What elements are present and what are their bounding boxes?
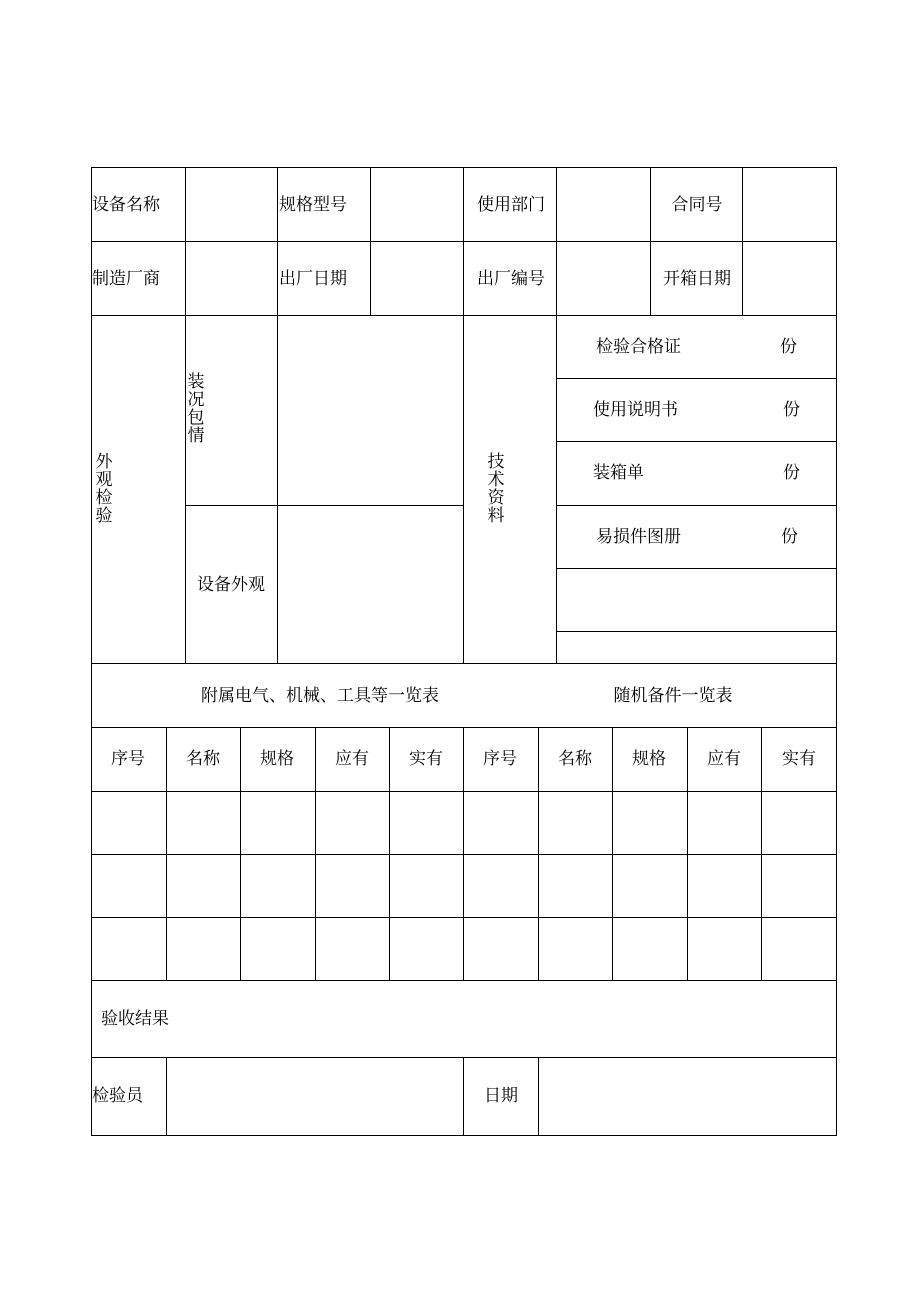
column-header: 名称: [186, 749, 220, 768]
device-look-label: 设备外观: [197, 575, 265, 594]
inspector-label: 检验员: [92, 1086, 143, 1105]
col-line: [370, 167, 371, 315]
unpacking-date-label: 开箱日期: [663, 269, 731, 288]
use-dept-label: 使用部门: [477, 195, 545, 214]
row-line: [556, 568, 837, 569]
factory-date-label: 出厂日期: [279, 269, 347, 288]
factory-no-label: 出厂编号: [477, 269, 545, 288]
col-line: [556, 167, 557, 663]
spec-model-label: 规格型号: [279, 195, 347, 214]
tech-doc-name: 检验合格证: [596, 337, 681, 356]
spare-parts-list-title: 随机备件一览表: [613, 686, 733, 705]
col-line: [315, 727, 316, 980]
col-line: [463, 727, 464, 980]
row-line: [91, 791, 837, 792]
col-line: [240, 727, 241, 980]
row-line: [185, 505, 463, 506]
tech-doc-unit: 份: [783, 400, 800, 419]
contract-no-label: 合同号: [671, 195, 723, 214]
accessory-list-title: 附属电气、机械、工具等一览表: [201, 686, 439, 705]
acceptance-result-label: 验收结果: [101, 1009, 169, 1028]
col-line: [166, 727, 167, 980]
equipment-acceptance-form: [91, 167, 837, 1136]
border-left: [91, 167, 92, 1136]
row-line: [91, 854, 837, 855]
tech-doc-name: 易损件图册: [596, 527, 681, 546]
col-line: [463, 1057, 464, 1135]
col-line: [612, 727, 613, 980]
column-header: 应有: [707, 749, 741, 768]
col-line: [761, 727, 762, 980]
column-header: 规格: [260, 749, 294, 768]
col-line: [463, 167, 464, 663]
col-line: [687, 727, 688, 980]
border-right: [836, 167, 837, 1136]
tech-doc-unit: 份: [780, 337, 797, 356]
tech-docs-section-label: 技术资料: [487, 452, 505, 525]
date-label: 日期: [484, 1086, 518, 1105]
col-line: [389, 727, 390, 980]
tech-doc-name: 装箱单: [593, 463, 644, 482]
column-header: 序号: [483, 749, 517, 768]
col-line: [538, 727, 539, 980]
row-line: [91, 917, 837, 918]
appearance-section-label: 外观检验: [95, 452, 113, 525]
tech-doc-unit: 份: [783, 463, 800, 482]
column-header: 实有: [782, 749, 816, 768]
col-line: [650, 167, 651, 315]
tech-doc-unit: 份: [781, 527, 798, 546]
row-line: [556, 378, 837, 379]
row-line: [556, 505, 837, 506]
column-header: 规格: [632, 749, 666, 768]
border-top: [91, 167, 837, 168]
packing-label: 装况包情: [187, 372, 205, 445]
col-line: [742, 167, 743, 315]
column-header: 实有: [409, 749, 443, 768]
tech-doc-name: 使用说明书: [593, 400, 678, 419]
col-line: [277, 167, 278, 663]
row-line: [556, 631, 837, 632]
row-line: [91, 1057, 837, 1058]
border-bottom: [91, 1135, 837, 1136]
column-header: 序号: [111, 749, 145, 768]
device-name-label: 设备名称: [92, 195, 160, 214]
row-line: [91, 241, 837, 242]
row-line: [91, 727, 837, 728]
col-line: [538, 1057, 539, 1135]
column-header: 应有: [335, 749, 369, 768]
manufacturer-label: 制造厂商: [92, 269, 160, 288]
col-line: [166, 1057, 167, 1135]
row-line: [91, 980, 837, 981]
row-line: [91, 663, 837, 664]
column-header: 名称: [558, 749, 592, 768]
col-line: [185, 167, 186, 663]
row-line: [91, 315, 837, 316]
row-line: [556, 441, 837, 442]
